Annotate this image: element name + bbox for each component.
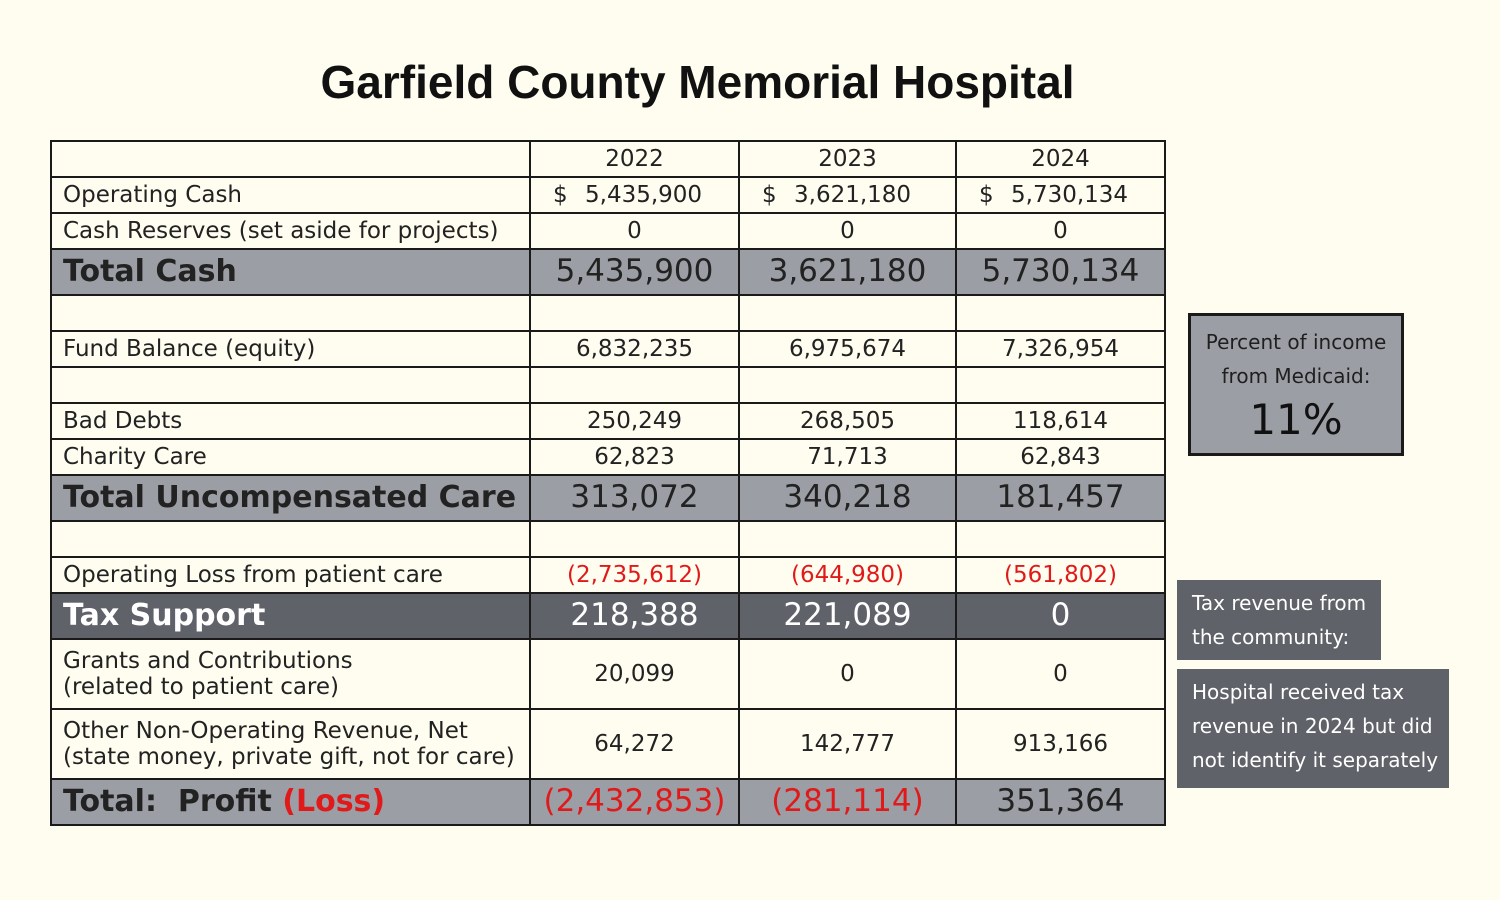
table-row-bad-debts [51, 403, 1165, 439]
medicaid-percent-box [1188, 313, 1404, 456]
page-title: Garfield County Memorial Hospital [320, 56, 1075, 108]
cell-2024: 351,364 [956, 779, 1165, 825]
medicaid-label-line1: Percent of income [1205, 330, 1387, 354]
row-label-loss: (Loss) [282, 783, 386, 819]
note-line2: revenue in 2024 but did [1192, 714, 1433, 738]
row-label: Bad Debts [51, 403, 530, 439]
year-header-2023: 2023 [739, 141, 956, 177]
spacer-cell [956, 521, 1165, 557]
table-row-charity-care [51, 439, 1165, 475]
cell-2024: 62,843 [956, 439, 1165, 475]
spacer-cell [51, 295, 530, 331]
row-label-line2: (related to patient care) [63, 674, 340, 700]
cell-2023: 221,089 [739, 593, 956, 639]
row-label: Operating Loss from patient care [51, 557, 530, 593]
tax-callout-line2: the community: [1192, 625, 1350, 649]
row-label: Operating Cash [51, 177, 530, 213]
spacer-cell [739, 295, 956, 331]
row-label: Charity Care [51, 439, 530, 475]
table-row-total-cash [51, 249, 1165, 295]
medicaid-percent-value: 11% [1249, 395, 1343, 444]
cell-value: 3,621,180 [794, 181, 912, 208]
year-header-2024: 2024 [956, 141, 1165, 177]
row-label: Cash Reserves (set aside for projects) [51, 213, 530, 249]
cell-2022: 6,832,235 [530, 331, 739, 367]
spacer-row [51, 521, 1165, 557]
table-row-cash-reserves [51, 213, 1165, 249]
cell-2023: (644,980) [739, 557, 956, 593]
cell-2023: 3,621,180 [739, 249, 956, 295]
row-label-line1: Other Non-Operating Revenue, Net [63, 717, 468, 744]
cell-2023 [739, 177, 956, 213]
cell-value: 5,730,134 [1011, 181, 1129, 208]
currency-sign: $ [979, 181, 994, 208]
tax-revenue-callout [1177, 580, 1381, 660]
note-line1: Hospital received tax [1192, 680, 1405, 704]
tax-note-callout [1177, 669, 1449, 788]
row-label-prefix: Total: Profit [63, 783, 283, 819]
spacer-cell [530, 295, 739, 331]
cell-2023: 340,218 [739, 475, 956, 521]
cell-2024: 181,457 [956, 475, 1165, 521]
table-row-operating-cash [51, 177, 1165, 213]
table-row-other-non-operating [51, 709, 1165, 779]
cell-value: 5,435,900 [585, 181, 703, 208]
row-label: Fund Balance (equity) [51, 331, 530, 367]
cell-2023: 0 [739, 639, 956, 709]
spacer-cell [530, 521, 739, 557]
cell-2023: 0 [739, 213, 956, 249]
row-label: Tax Support [51, 593, 530, 639]
table-row-total-uncompensated-care [51, 475, 1165, 521]
spacer-cell [956, 295, 1165, 331]
financial-table [50, 140, 1166, 826]
cell-2022: 313,072 [530, 475, 739, 521]
year-header-2022: 2022 [530, 141, 739, 177]
cell-2024: 913,166 [956, 709, 1165, 779]
row-label: Total Cash [51, 249, 530, 295]
spacer-row [51, 295, 1165, 331]
cell-2024: 7,326,954 [956, 331, 1165, 367]
cell-2022: 0 [530, 213, 739, 249]
cell-2023: 6,975,674 [739, 331, 956, 367]
tax-callout-line1: Tax revenue from [1192, 591, 1367, 615]
currency-sign: $ [762, 181, 777, 208]
cell-2022: 62,823 [530, 439, 739, 475]
spacer-cell [739, 367, 956, 403]
spacer-cell [51, 367, 530, 403]
spacer-cell [956, 367, 1165, 403]
cell-2024: 0 [956, 639, 1165, 709]
cell-2024: 118,614 [956, 403, 1165, 439]
cell-2024 [956, 177, 1165, 213]
table-row-operating-loss [51, 557, 1165, 593]
note-line3: not identify it separately [1192, 748, 1439, 772]
cell-2022 [530, 177, 739, 213]
spacer-row [51, 367, 1165, 403]
cell-2023: (281,114) [739, 779, 956, 825]
cell-2024: 5,730,134 [956, 249, 1165, 295]
cell-2023: 71,713 [739, 439, 956, 475]
table-row-tax-support [51, 593, 1165, 639]
cell-2023: 142,777 [739, 709, 956, 779]
table-row-fund-balance [51, 331, 1165, 367]
row-label [51, 779, 530, 825]
cell-2024: 0 [956, 593, 1165, 639]
cell-2024: (561,802) [956, 557, 1165, 593]
row-label: Total Uncompensated Care [51, 475, 530, 521]
row-label [51, 639, 530, 709]
cell-2022: 64,272 [530, 709, 739, 779]
header-row [51, 141, 1165, 177]
medicaid-label-line2: from Medicaid: [1221, 364, 1371, 388]
cell-2022: 5,435,900 [530, 249, 739, 295]
cell-2022: 218,388 [530, 593, 739, 639]
header-blank-cell [51, 141, 530, 177]
table-row-grants [51, 639, 1165, 709]
row-label [51, 709, 530, 779]
cell-2023: 268,505 [739, 403, 956, 439]
cell-2022: (2,432,853) [530, 779, 739, 825]
row-label-line2: (state money, private gift, not for care) [63, 744, 515, 770]
currency-sign: $ [553, 181, 568, 208]
cell-2022: (2,735,612) [530, 557, 739, 593]
cell-2022: 250,249 [530, 403, 739, 439]
row-label-line1: Grants and Contributions [63, 647, 353, 674]
spacer-cell [51, 521, 530, 557]
medicaid-box-label [1191, 325, 1401, 393]
cell-2024: 0 [956, 213, 1165, 249]
spacer-cell [530, 367, 739, 403]
cell-2022: 20,099 [530, 639, 739, 709]
spacer-cell [739, 521, 956, 557]
table-row-total-profit-loss [51, 779, 1165, 825]
